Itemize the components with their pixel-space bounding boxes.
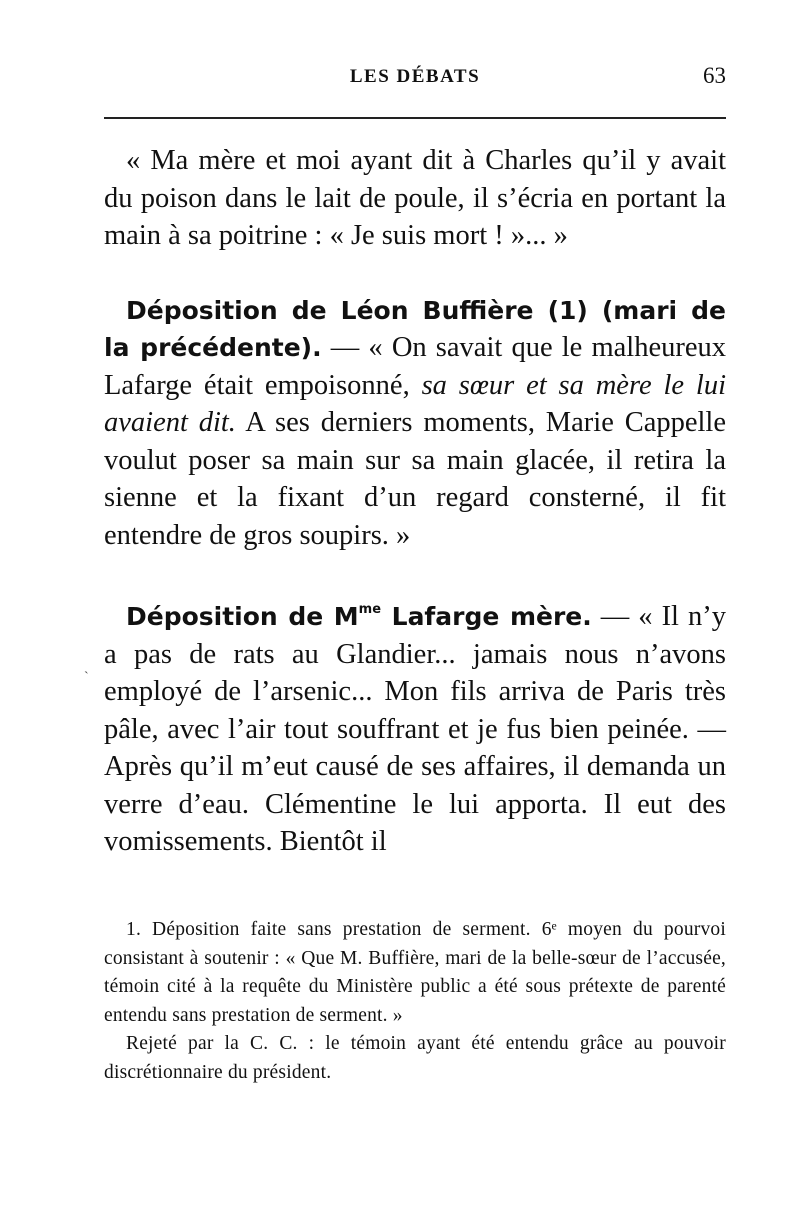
paragraph-leon-buffiere — [104, 292, 726, 555]
body-text — [104, 142, 726, 861]
heading-part-a: Déposition de M — [126, 602, 359, 631]
heading-tail: (mari de la précédente). — [104, 295, 726, 362]
heading-name: Déposition de Léon Buffière — [126, 295, 534, 325]
running-title: LES DÉBATS — [349, 66, 481, 87]
heading-superscript: me — [358, 602, 382, 617]
deposition-heading-mme-lafarge — [126, 602, 592, 631]
footnotes — [104, 916, 726, 1087]
testimony-text-a: — « On savait que le malheureux Lafarge était empoisonné, — [104, 332, 726, 401]
running-head — [104, 63, 726, 96]
header-rule — [104, 117, 726, 119]
testimony-emphasis: sa sœur et sa mère le lui avaient dit. — [104, 369, 727, 438]
paragraph-mme-lafarge — [104, 591, 726, 861]
footnote-1: 1. Déposition faite sans prestation de serment. 6ᵉ moyen du pourvoi consistant à soutenir : « Que M. Buffière, mari de la belle-sœur de l’accusée, témoin cité à la requête du Ministère public a été sous prétexte de parenté entendu sans prestation de serment. » — [104, 919, 726, 1026]
testimony-text-b: A ses derniers moments, Marie Cappelle voulut poser sa main sur sa main glacée, il retira la sienne et la fixant d’un regard consterné, il fit entendre de gros soupirs. » — [104, 407, 726, 551]
footnote-1-continued: Rejeté par la C. C. : le témoin ayant été entendu grâce au pouvoir discrétionnaire du président. — [104, 1033, 726, 1083]
testimony-text: — « Il n’y a pas de rats au Glandier... jamais nous n’avons employé de l’arsenic... Mon fils arriva de Paris très pâle, avec l’air tout souffrant et je fus bien peinée. — Après qu’il m’eut causé de ses affaires, il demanda un verre d’eau. Clémentine le lui apporta. Il eut des vomissements. Bientôt il — [104, 601, 726, 857]
margin-mark: ˴ — [84, 664, 89, 679]
footnote-ref: (1) — [533, 295, 602, 325]
paragraph-charles-quote: « Ma mère et moi ayant dit à Charles qu’il y avait du poison dans le lait de poule, il s’écria en portant la main à sa poitrine : « Je suis mort ! »... » — [104, 145, 726, 251]
heading-part-b: Lafarge mère. — [381, 602, 592, 631]
page-number: 63 — [703, 63, 726, 88]
